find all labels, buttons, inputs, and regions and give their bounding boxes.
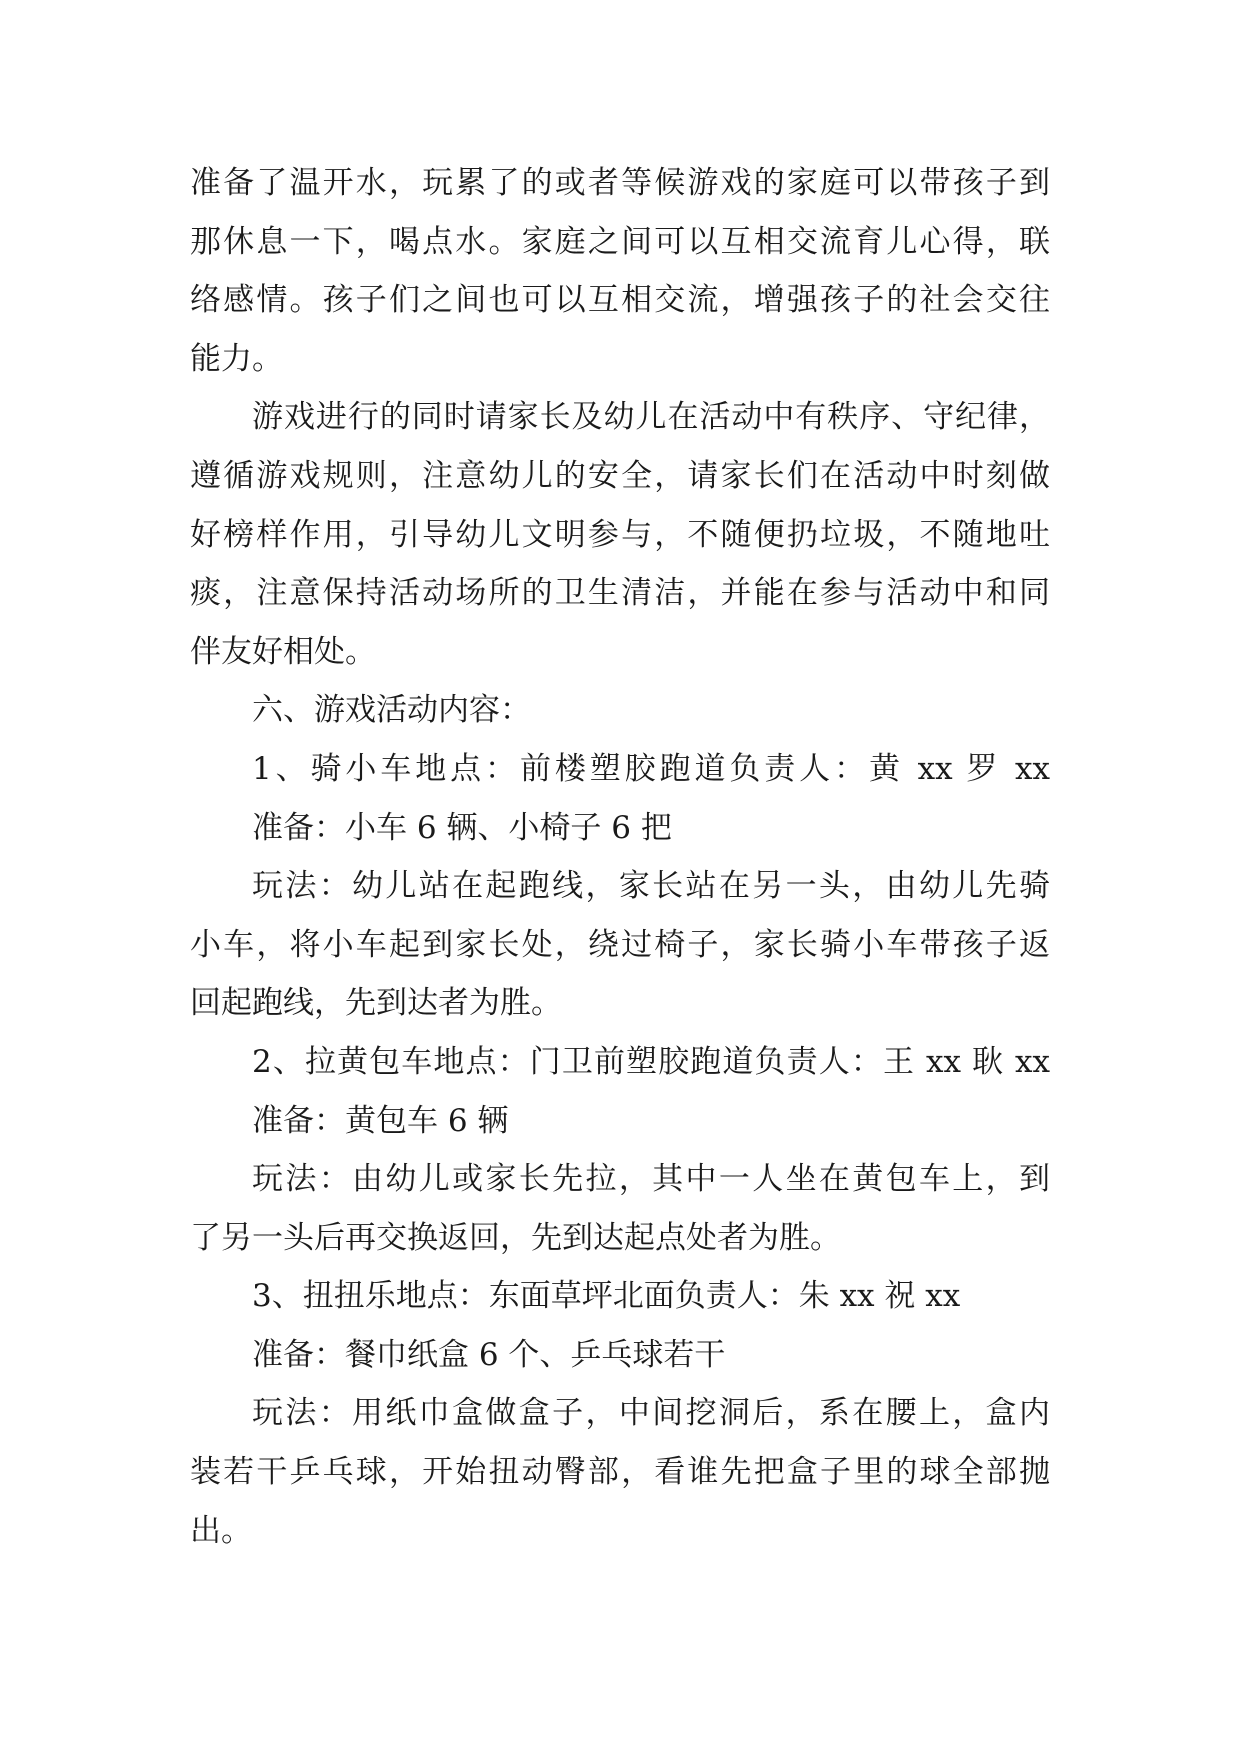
activity-prep-1: 准备：小车 6 辆、小椅子 6 把	[252, 809, 672, 846]
activity-rules-line: 装若干乒乓球，开始扭动臀部，看谁先把盒子里的球全部抛	[190, 1454, 1050, 1491]
activity-title-2: 2、拉黄包车地点：门卫前塑胶跑道负责人：王 xx 耿 xx	[252, 1043, 1050, 1080]
activity-rules-line: 玩法：由幼儿或家长先拉，其中一人坐在黄包车上，到	[252, 1161, 1050, 1198]
activity-title-1: 1、骑小车地点：前楼塑胶跑道负责人：黄 xx 罗 xx	[252, 750, 1050, 787]
paragraph-line: 能力。	[190, 340, 283, 377]
activity-prep-2: 准备：黄包车 6 辆	[252, 1102, 509, 1139]
activity-rules-line: 玩法：幼儿站在起跑线，家长站在另一头，由幼儿先骑	[252, 868, 1050, 905]
activity-rules-line: 玩法：用纸巾盒做盒子，中间挖洞后，系在腰上，盒内	[252, 1395, 1050, 1432]
paragraph-line: 游戏进行的同时请家长及幼儿在活动中有秩序、守纪律，	[252, 399, 1050, 436]
paragraph-line: 遵循游戏规则，注意幼儿的安全，请家长们在活动中时刻做	[190, 457, 1050, 494]
activity-rules-line: 小车，将小车起到家长处，绕过椅子，家长骑小车带孩子返	[190, 926, 1050, 963]
activity-prep-3: 准备：餐巾纸盒 6 个、乒乓球若干	[252, 1336, 726, 1373]
document-page	[190, 154, 1050, 1560]
activity-title-3: 3、扭扭乐地点：东面草坪北面负责人：朱 xx 祝 xx	[252, 1278, 961, 1315]
paragraph-line: 那休息一下，喝点水。家庭之间可以互相交流育儿心得，联	[190, 223, 1050, 260]
section-heading: 六、游戏活动内容：	[252, 692, 531, 729]
paragraph-line: 好榜样作用，引导幼儿文明参与，不随便扔垃圾，不随地吐	[190, 516, 1050, 553]
paragraph-line: 准备了温开水，玩累了的或者等候游戏的家庭可以带孩子到	[190, 165, 1050, 201]
activity-rules-line: 回起跑线，先到达者为胜。	[190, 985, 562, 1022]
paragraph-line: 伴友好相处。	[190, 633, 376, 670]
activity-rules-line: 了另一头后再交换返回，先到达起点处者为胜。	[190, 1219, 841, 1256]
paragraph-line: 络感情。孩子们之间也可以互相交流，增强孩子的社会交往	[190, 282, 1050, 319]
paragraph-line: 痰，注意保持活动场所的卫生清洁，并能在参与活动中和同	[190, 575, 1050, 612]
activity-rules-line: 出。	[190, 1512, 252, 1549]
